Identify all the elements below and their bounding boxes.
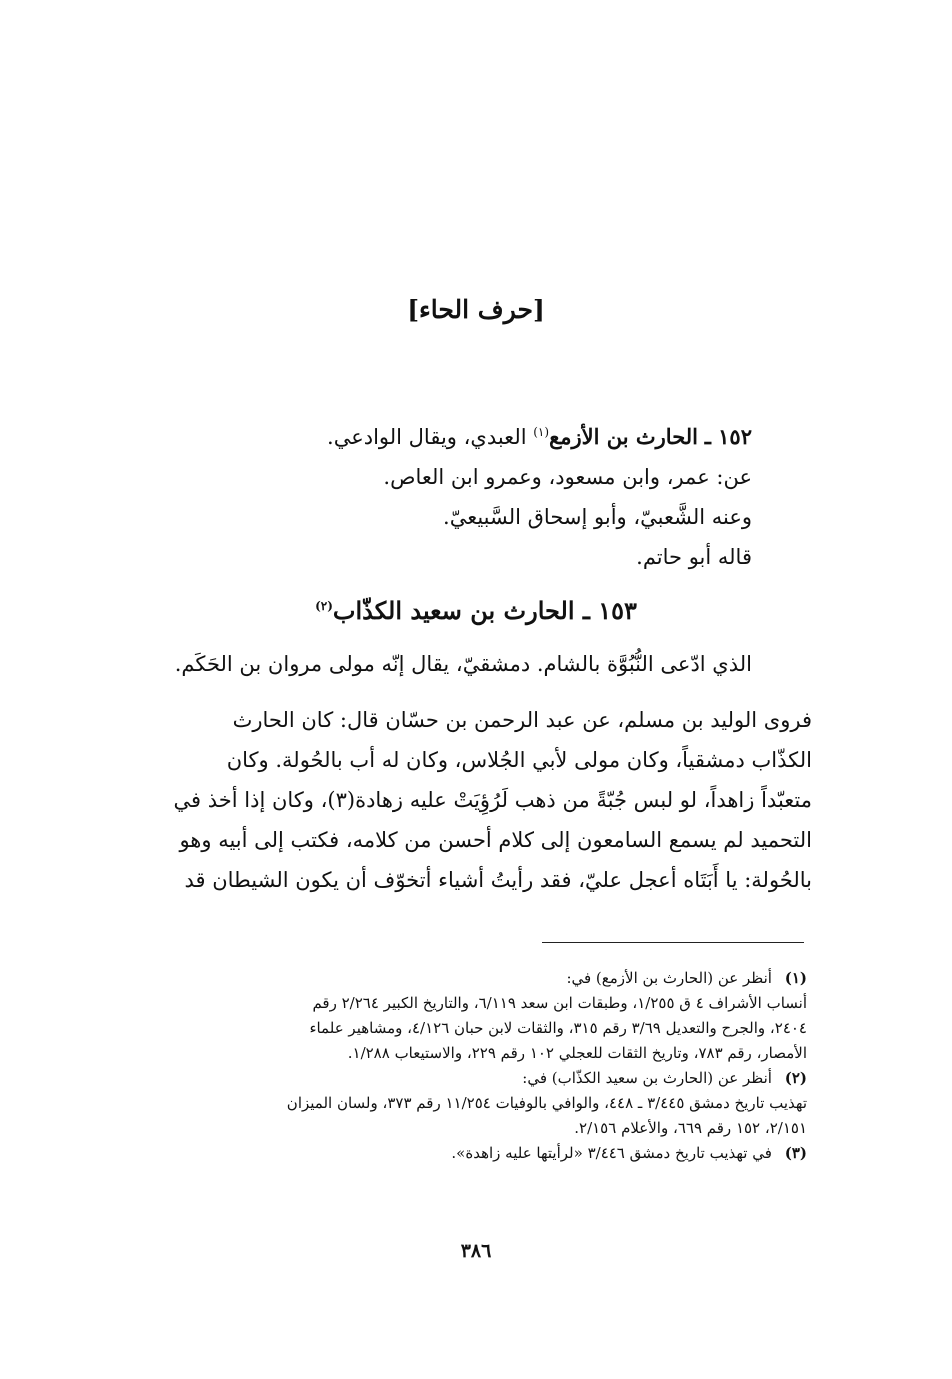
footnote-3-marker: (٣) (784, 1144, 807, 1162)
entry-153-heading (0, 592, 952, 630)
body-line: بالحُولة: يا أَبَتَاه أعجل عليّ، فقد رأيتُ أشياء أتخوّف أن يكون الشيطان قد (184, 868, 812, 892)
footnote-1-line: ٢٤٠٤، والجرح والتعديل ٣/٦٩ رقم ٣١٥، والثقات لابن حبان ٤/١٢٦، ومشاهير علماء (309, 1019, 807, 1037)
entry-152-rest: العبدي، ويقال الوادعي. (327, 425, 527, 449)
footnote-divider (542, 942, 804, 943)
entry-152-line: عن: عمر، وابن مسعود، وعمرو ابن العاص. (383, 465, 752, 489)
footnote-2-text: أنظر عن (الحارث بن سعيد الكذّاب) في: (522, 1069, 772, 1087)
footnote-3-text: في تهذيب تاريخ دمشق ٣/٤٤٦ «لرأيتها عليه زاهدة». (451, 1144, 772, 1162)
footnote-1-text: أنظر عن (الحارث بن الأزمع) في: (566, 969, 772, 987)
footnote-2-marker: (٢) (784, 1069, 807, 1087)
entry-152-heading (192, 417, 752, 457)
footnote-1-line (117, 966, 807, 991)
entry-152-number: ١٥٢ ـ (704, 424, 752, 449)
footnote-2-line (117, 1066, 807, 1091)
footnote-1-line: أنساب الأشراف ٤ ق ١/٢٥٥، وطبقات ابن سعد ٦/١١٩، والتاريخ الكبير ٢/٢٦٤ رقم (312, 994, 807, 1012)
footnote-3-line (117, 1141, 807, 1166)
body-line: الكذّاب دمشقياً، وكان مولى لأبي الجُلاس، وكان له أب بالحُولة. وكان (226, 748, 812, 772)
body-line: فروى الوليد بن مسلم، عن عبد الرحمن بن حسّان قال: كان الحارث (232, 708, 812, 732)
entry-153-body (122, 700, 812, 900)
footnote-ref-2: (٢) (315, 599, 333, 613)
footnote-ref-1: (١) (533, 425, 550, 439)
chapter-title: [حرف الحاء] (407, 295, 545, 324)
body-line: التحميد لم يسمع السامعون إلى كلام أحسن من كلامه، فكتب إلى أبيه وهو (179, 828, 812, 852)
entry-152-line: وعنه الشَّعبيّ، وأبو إسحاق السَّبيعيّ. (443, 505, 752, 529)
footnote-1-marker: (١) (784, 969, 807, 987)
footnotes (117, 966, 807, 1166)
entry-153-number: ١٥٣ ـ (582, 596, 637, 625)
body-line: متعبّداً زاهداً، لو لبس جُبّةً من ذهب لَرُؤِيَتْ عليه زهادة(٣)، وكان إذا أخذ في (173, 788, 812, 812)
page-number: ٣٨٦ (460, 1240, 492, 1262)
entry-152 (192, 417, 752, 577)
footnote-2-line: تهذيب تاريخ دمشق ٣/٤٤٥ ـ ٤٤٨، والوافي بالوفيات ١١/٢٥٤ رقم ٣٧٣، ولسان الميزان (286, 1094, 807, 1112)
entry-153-intro: الذي ادّعى النُّبُوَّة بالشام. دمشقيّ، يقال إنّه مولى مروان بن الحَكَم. (174, 652, 752, 676)
entry-152-name: الحارث بن الأزمع (549, 424, 698, 449)
entry-152-line: قاله أبو حاتم. (636, 545, 752, 569)
footnote-1-line: الأمصار، رقم ٧٨٣، وتاريخ الثقات للعجلي ١٠٢ رقم ٢٢٩، والاستيعاب ١/٢٨٨. (347, 1044, 807, 1062)
footnote-2-line: ٢/١٥١، ١٥٢ رقم ٦٦٩، والأعلام ٢/١٥٦. (574, 1119, 807, 1137)
entry-153-name: الحارث بن سعيد الكذّاب (332, 596, 575, 625)
